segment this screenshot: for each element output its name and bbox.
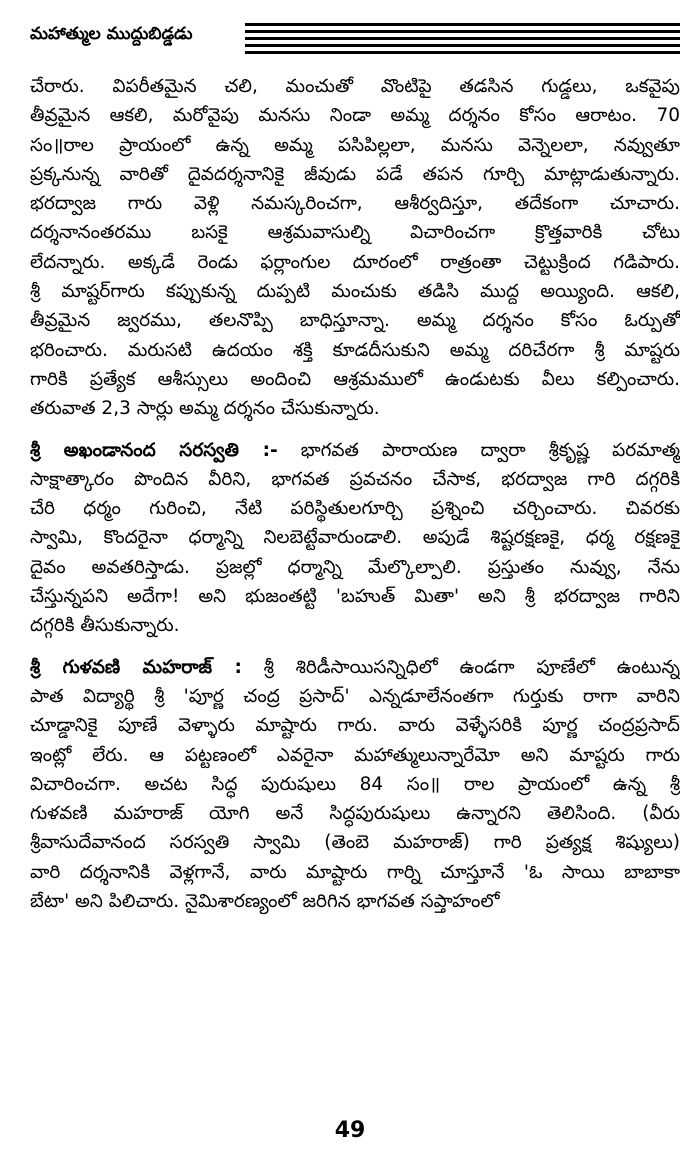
paragraph-1 [30, 72, 680, 424]
text-line: చూడ్డానికై పూణే వెళ్ళారు మాష్టారు గారు. వారు వెళ్ళేసరికి పూర్ణ చంద్రప్రసాద్ [30, 715, 680, 737]
text-line: విచారించగా. అచట సిద్ధ పురుషులు 84 సం॥ రాల ప్రాయంలో ఉన్న శ్రీ [30, 773, 680, 795]
text-line: ఇంట్లో లేరు. ఆ పట్టణంలో ఎవరైనా మహాత్ములున్నారేమో అని మాష్టరు గారు [30, 744, 680, 766]
text-line: ప్రక్కనున్న వారితో దైవదర్శనానికై జీవుడు పడే తపన గూర్చి మాట్లాడుతున్నారు. [30, 163, 680, 185]
text-line: పాత విద్యార్థి శ్రీ 'పూర్ణ చంద్ర ప్రసాద్' ఎన్నడూలేనంతగా గుర్తుకు రాగా వారిని [30, 685, 680, 707]
text-line: గారికి ప్రత్యేక ఆశీస్సులు అందించి ఆశ్రమములో ఉండుటకు వీలు కల్పించారు. [30, 368, 680, 390]
text-fragment: శ్రీ శిరిడీసాయిసన్నిధిలో ఉండగా పూణేలో ఉంటున్న [241, 656, 680, 678]
paragraph-lead: శ్రీ గుళవణి మహరాజ్ : [30, 656, 242, 678]
text-line: సం॥రాల ప్రాయంలో ఉన్న అమ్మ పసిపిల్లలా, మనసు వెన్నెలలా, నవ్వుతూ [30, 134, 680, 156]
text-line: చేరారు. విపరీతమైన చలి, మంచుతో వొంటిపై తడసిన గుడ్డలు, ఒకవైపు [30, 76, 680, 97]
text-line: దైవం అవతరిస్తాడు. ప్రజల్లో ధర్మాన్ని మేల్కొల్పాలి. ప్రస్తుతం నువ్వు, నేను [30, 556, 680, 578]
text-line: తరువాత 2,3 సార్లు అమ్మ దర్శనం చేసుకున్నారు. [30, 398, 380, 420]
body-text [30, 72, 680, 928]
paragraph-gulavani [30, 653, 680, 917]
text-line: స్వామి, కొందరైనా ధర్మాన్ని నిలబెట్టేవారుండాలి. అపుడే శిష్టరక్షణకై, ధర్మ రక్షణకై [30, 527, 680, 549]
text-line: చేరి ధర్మం గురించి, నేటి పరిస్థితులగూర్చి ప్రశ్నించి చర్చించారు. చివరకు [30, 498, 680, 520]
header-rule [245, 23, 680, 26]
text-line: భరద్వాజ గారు వెళ్లి నమస్కరించగా, ఆశీర్వదిస్తూ, తదేకంగా చూచారు. [30, 193, 680, 215]
text-line: శ్రీవాసుదేవానంద సరస్వతి స్వామి (తెంబె మహరాజ్) గారి ప్రత్యక్ష శిష్యులు) [30, 832, 680, 854]
text-line: తీవ్రమైన జ్వరము, తలనొప్పి బాధిస్తూన్నా. అమ్మ దర్శనం కోసం ఓర్పుతో [30, 310, 680, 332]
page-header [30, 18, 680, 58]
paragraph-akhandananda [30, 436, 680, 641]
text-line: సాక్షాత్కారం పొందిన వీరిని, భాగవత ప్రవచనం చేసాక, భరద్వాజ గారి దగ్గరికి [30, 468, 680, 490]
running-title: మహాత్ముల ముద్దుబిడ్డడు [30, 24, 193, 44]
paragraph-lead: శ్రీ అఖండానంద సరస్వతి :- [30, 439, 278, 461]
text-line: లేదన్నారు. అక్కడే రెండు ఫర్లాంగుల దూరంలో రాత్రంతా చెట్టుక్రింద గడిపారు. [30, 251, 680, 273]
header-rule [245, 37, 680, 40]
header-rule [245, 30, 680, 33]
text-line: దగ్గరికి తీసుకున్నారు. [30, 615, 180, 637]
text-line [30, 436, 680, 465]
text-line: తీవ్రమైన ఆకలి, మరోవైపు మనసు నిండా అమ్మ దర్శనం కోసం ఆరాటం. 70 [30, 105, 680, 127]
text-line: భరించారు. మరుసటి ఉదయం శక్తి కూడదీసుకుని అమ్మ దరిచేరగా శ్రీ మాష్టరు [30, 339, 680, 361]
header-rule [245, 44, 680, 47]
text-line: దర్శనానంతరము బసకై ఆశ్రమవాసుల్ని విచారించగా క్రొత్తవారికి చోటు [30, 222, 680, 244]
text-line: వారి దర్శనానికి వెళ్లగానే, వారు మాష్టారు గార్ని చూస్తూనే 'ఓ సాయి బాబాకా [30, 861, 680, 883]
text-line: చేస్తున్నపని అదేగా! అని భుజంతట్టి 'బహుత్ మితా' అని శ్రీ భరద్వాజ గారిని [30, 586, 680, 608]
text-line: శ్రీ మాష్టర్‌గారు కప్పుకున్న దుప్పటి మంచుకు తడిసి ముద్ద అయ్యింది. ఆకలి, [30, 281, 680, 303]
header-rule [245, 51, 680, 54]
text-line: బేటా' అని పిలిచారు. నైమిశారణ్యంలో జరిగిన భాగవత సప్తాహంలో [30, 891, 500, 913]
page-number: 49 [334, 1118, 366, 1143]
text-fragment: భాగవత పారాయణ ద్వారా శ్రీకృష్ణ పరమాత్మ [277, 439, 680, 461]
text-line [30, 653, 680, 682]
header-rules [245, 23, 680, 58]
text-line: గుళవణి మహరాజ్ యోగి అనే సిద్ధపురుషులు ఉన్నారని తెలిసింది. (వీరు [30, 803, 680, 825]
